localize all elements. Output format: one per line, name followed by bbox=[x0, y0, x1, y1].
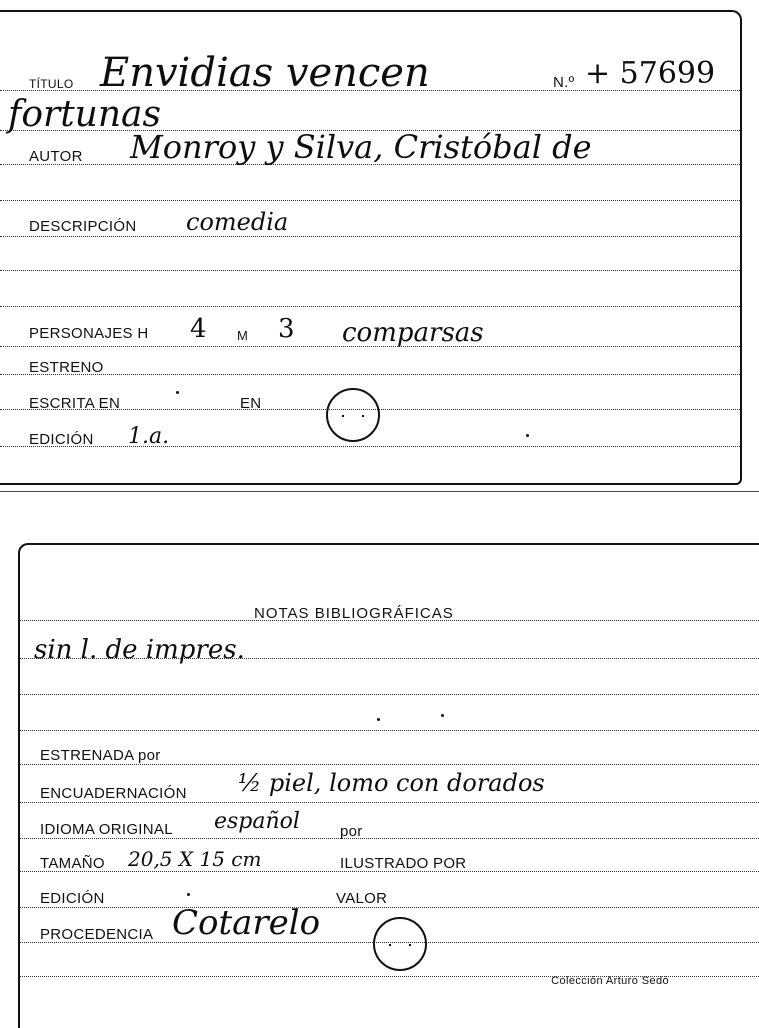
ink-speck bbox=[441, 714, 444, 717]
personajes-m-label: M bbox=[237, 328, 249, 343]
idioma-label: IDIOMA ORIGINAL bbox=[40, 821, 173, 838]
ruled-line bbox=[20, 907, 759, 908]
punch-hole bbox=[326, 388, 380, 442]
catalog-card-back bbox=[18, 543, 759, 1028]
edicion-label-back: EDICIÓN bbox=[40, 890, 105, 907]
titulo-value-line2: fortunas bbox=[8, 94, 161, 135]
ruled-line bbox=[20, 694, 759, 695]
personajes-m-value: 3 bbox=[278, 314, 295, 344]
edicion-value: 1.a. bbox=[128, 424, 170, 449]
ruled-line bbox=[0, 200, 740, 201]
notas-title: NOTAS BIBLIOGRÁFICAS bbox=[254, 605, 454, 622]
numero-value: + 57699 bbox=[585, 56, 716, 91]
ruled-line bbox=[20, 730, 759, 731]
idioma-value: español bbox=[214, 809, 300, 834]
descripcion-value: comedia bbox=[186, 208, 289, 236]
card-separator bbox=[0, 491, 759, 492]
escrita-en-label: EN bbox=[240, 395, 262, 412]
autor-label: AUTOR bbox=[29, 148, 83, 165]
procedencia-label: PROCEDENCIA bbox=[40, 926, 154, 943]
ink-speck bbox=[526, 434, 529, 437]
valor-label: VALOR bbox=[336, 890, 388, 907]
personajes-h-value: 4 bbox=[190, 314, 207, 344]
ruled-line bbox=[0, 374, 740, 375]
punch-hole bbox=[373, 917, 427, 971]
ruled-line bbox=[20, 838, 759, 839]
ruled-line bbox=[0, 446, 740, 447]
autor-value: Monroy y Silva, Cristóbal de bbox=[130, 128, 592, 166]
tamano-label: TAMAÑO bbox=[40, 855, 105, 872]
tamano-value: 20,5 X 15 cm bbox=[128, 847, 262, 871]
coleccion-note: Colección Arturo Sedó bbox=[551, 975, 669, 987]
ink-speck bbox=[187, 893, 190, 896]
estrenada-label: ESTRENADA por bbox=[40, 747, 161, 764]
numero-label: N.º bbox=[553, 74, 575, 91]
idioma-por-label: por bbox=[340, 823, 363, 840]
encuadernacion-value: ½ piel, lomo con dorados bbox=[238, 769, 545, 797]
titulo-value-line1: Envidias vencen bbox=[100, 50, 430, 96]
ink-speck bbox=[176, 391, 179, 394]
edicion-label: EDICIÓN bbox=[29, 431, 94, 448]
ruled-line bbox=[0, 236, 740, 237]
ilustrado-label: ILUSTRADO POR bbox=[340, 855, 467, 872]
personajes-extra: comparsas bbox=[342, 318, 484, 348]
personajes-label: PERSONAJES H bbox=[29, 325, 149, 342]
procedencia-value: Cotarelo bbox=[172, 903, 321, 943]
ruled-line bbox=[0, 270, 740, 271]
ruled-line bbox=[0, 306, 740, 307]
titulo-label: TÍTULO bbox=[29, 77, 74, 91]
catalog-card-front bbox=[0, 10, 742, 485]
descripcion-label: DESCRIPCIÓN bbox=[29, 218, 137, 235]
escrita-label: ESCRITA EN bbox=[29, 395, 121, 412]
ruled-line bbox=[20, 764, 759, 765]
ruled-line bbox=[20, 802, 759, 803]
estreno-label: ESTRENO bbox=[29, 359, 104, 376]
ink-speck bbox=[377, 718, 380, 721]
encuadernacion-label: ENCUADERNACIÓN bbox=[40, 785, 187, 802]
notas-value: sin l. de impres. bbox=[34, 635, 245, 665]
